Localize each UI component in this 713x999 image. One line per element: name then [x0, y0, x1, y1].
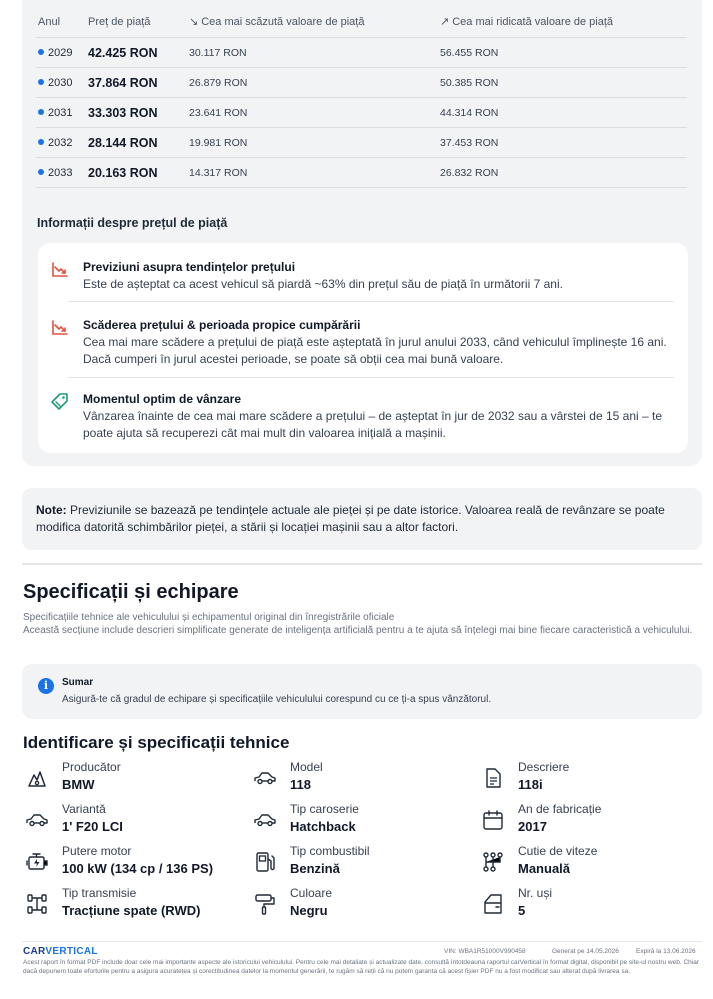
- bullet-dot-icon: [38, 109, 44, 115]
- header-highest-value: ↗ Cea mai ridicată valoare de piață: [440, 10, 613, 34]
- note-label: Note:: [36, 503, 67, 517]
- year-cell: 2033: [38, 158, 72, 188]
- info-item-text: Cea mai mare scădere a prețului de piață este așteptată în jurul anului 2033, când vehiculul împlinește 16 ani. Dacă cumperi în jurul acestei perioade, se poate să obții cea mai bună valoare.: [83, 335, 667, 366]
- bullet-dot-icon: [38, 49, 44, 55]
- summary-title: Sumar: [62, 677, 94, 688]
- paint-roller-icon: [253, 892, 277, 916]
- trend-down-icon: [50, 318, 70, 338]
- footer-generated-date: Generat pe 14.05.2026: [552, 948, 619, 955]
- arrow-down-right-icon: ↘: [189, 16, 199, 28]
- year-cell: 2031: [38, 98, 72, 128]
- carvertical-logo: CARVERTICAL: [23, 946, 98, 957]
- info-item-title: Scăderea prețului & perioada propice cumpărării: [83, 318, 361, 332]
- trend-down-icon: [50, 260, 70, 280]
- section-divider: [22, 563, 702, 565]
- document-icon: [481, 766, 505, 790]
- spec-description: Descriere 118i: [479, 759, 699, 799]
- footer-vin: VIN: WBA1R51000V990458: [444, 948, 526, 955]
- high-cell: 50.385 RON: [440, 77, 499, 89]
- info-item-title: Momentul optim de vânzare: [83, 392, 242, 406]
- high-cell: 56.455 RON: [440, 47, 499, 59]
- car-door-icon: [481, 892, 505, 916]
- spec-color: Culoare Negru: [251, 885, 471, 925]
- bullet-dot-icon: [38, 139, 44, 145]
- spec-variant: Variantă 1' F20 LCI: [23, 801, 243, 841]
- price-tag-icon: [50, 392, 70, 412]
- market-info-card: [38, 243, 688, 453]
- price-cell: 37.864 RON: [88, 76, 158, 90]
- bullet-dot-icon: [38, 169, 44, 175]
- specs-section-title: Specificații și echipare: [23, 581, 239, 603]
- manufacturer-icon: [25, 766, 49, 790]
- car-side-icon: [253, 808, 277, 832]
- high-cell: 37.453 RON: [440, 137, 499, 149]
- arrow-up-right-icon: ↗: [440, 16, 450, 28]
- summary-box: [22, 664, 702, 719]
- low-cell: 19.981 RON: [189, 137, 248, 149]
- engine-power-icon: [25, 850, 49, 874]
- low-cell: 30.117 RON: [189, 47, 247, 59]
- divider: [68, 301, 674, 302]
- low-cell: 23.641 RON: [189, 107, 248, 119]
- price-cell: 28.144 RON: [88, 136, 158, 150]
- price-cell: 20.163 RON: [88, 166, 158, 180]
- footer-disclaimer: Acest raport în format PDF include doar cele mai importante aspecte ale istoricului vehiculului. Pentru cele mai detaliate și actualizate date, consultă întotdeauna raportul carVertical în format digital, disponibil pe site-ul nostru web. Chiar dacă depunem toate eforturile pentru a asigura acuratețea și corectitudinea datelor la momentul generării, te rugăm să reții că nu putem garanta că acest fișier PDF nu a fost modificat sau alterat după livrarea sa.: [23, 959, 699, 975]
- gearbox-icon: [481, 850, 505, 874]
- fuel-pump-icon: [253, 850, 277, 874]
- high-cell: 44.314 RON: [440, 107, 499, 119]
- table-row: [36, 68, 687, 98]
- divider: [68, 377, 674, 378]
- specs-section-subtitle: Specificațiile tehnice ale vehiculului și echipamentul original din înregistrările oficiale Această secțiune include descrieri simplificate generate de inteligența artificială pentru a te ajuta să înțelegi mai bine fiecare caracteristică a vehiculului.: [23, 612, 693, 636]
- year-cell: 2032: [38, 128, 72, 158]
- summary-text: Asigură-te că gradul de echipare și specificațiile vehiculului corespund cu ce ți-a spus vânzătorul.: [62, 694, 492, 705]
- table-header-row: [36, 10, 687, 38]
- footer-divider: [22, 941, 702, 942]
- table-row: [36, 98, 687, 128]
- price-cell: 42.425 RON: [88, 46, 158, 60]
- low-cell: 14.317 RON: [189, 167, 248, 179]
- spec-engine-power: Putere motor 100 kW (134 cp / 136 PS): [23, 843, 243, 883]
- spec-year: An de fabricație 2017: [479, 801, 699, 841]
- header-lowest-value: ↘ Cea mai scăzută valoare de piață: [189, 10, 364, 34]
- car-side-icon: [25, 808, 49, 832]
- note-text: Previziunile se bazează pe tendințele actuale ale pieței și pe date istorice. Valoarea reală de revânzare se poate modifica datorită schimbărilor pieței, a stării și locației mașinii sau a altor factori.: [36, 503, 665, 534]
- year-cell: 2029: [38, 38, 72, 68]
- drivetrain-icon: [25, 892, 49, 916]
- spec-body-type: Tip caroserie Hatchback: [251, 801, 471, 841]
- market-info-title: Informații despre prețul de piață: [37, 216, 228, 230]
- price-cell: 33.303 RON: [88, 106, 158, 120]
- table-row: [36, 38, 687, 68]
- spec-manufacturer: Producător BMW: [23, 759, 243, 799]
- spec-fuel-type: Tip combustibil Benzină: [251, 843, 471, 883]
- table-row: [36, 158, 687, 188]
- spec-gearbox: Cutie de viteze Manuală: [479, 843, 699, 883]
- forecast-note: [22, 488, 702, 550]
- high-cell: 26.832 RON: [440, 167, 499, 179]
- low-cell: 26.879 RON: [189, 77, 248, 89]
- footer-expiry-date: Expiră la 13.06.2026: [636, 948, 696, 955]
- table-row: [36, 128, 687, 158]
- spec-model: Model 118: [251, 759, 471, 799]
- info-item-text: Este de așteptat ca acest vehicul să piardă ~63% din prețul său de piață în următorii 7 ani.: [83, 277, 563, 291]
- identification-title: Identificare și specificații tehnice: [23, 733, 290, 752]
- info-icon: i: [38, 678, 54, 694]
- price-forecast-table: [36, 10, 687, 188]
- bullet-dot-icon: [38, 79, 44, 85]
- header-market-price: Preț de piață: [88, 16, 151, 28]
- car-side-icon: [253, 766, 277, 790]
- spec-drivetrain: Tip transmisie Tracțiune spate (RWD): [23, 885, 243, 925]
- year-cell: 2030: [38, 68, 72, 98]
- info-item-text: Vânzarea înainte de cea mai mare scădere a prețului – de așteptat în jur de 2032 sau a vârstei de 15 ani – te poate ajuta să recuperezi cât mai mult din valoarea inițială a mașinii.: [83, 409, 663, 440]
- info-item-title: Previziuni asupra tendințelor prețului: [83, 260, 296, 274]
- calendar-icon: [481, 808, 505, 832]
- spec-doors: Nr. uși 5: [479, 885, 699, 925]
- header-year: Anul: [38, 16, 61, 28]
